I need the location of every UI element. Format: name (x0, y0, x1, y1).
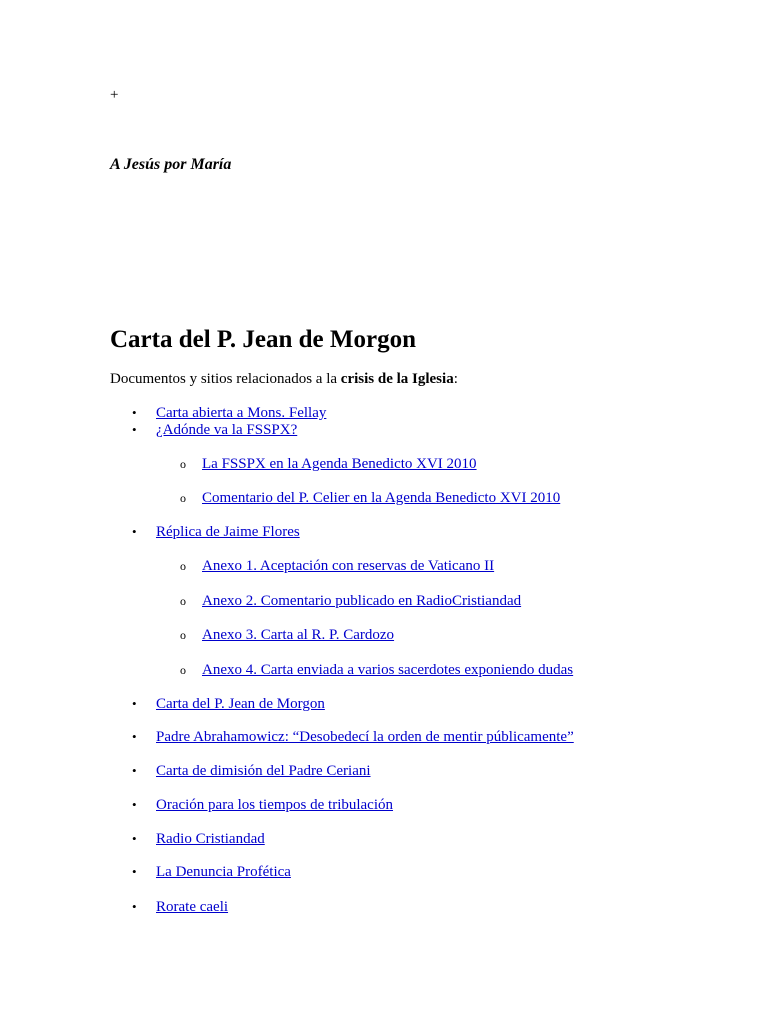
cross-symbol: + (110, 87, 119, 103)
bullet-disc-icon: • (132, 422, 137, 437)
bullet-circle-icon: o (180, 491, 186, 505)
motto-heading: A Jesús por María (110, 156, 232, 173)
link-oracion-tribulacion[interactable]: Oración para los tiempos de tribulación (156, 797, 394, 813)
list-item (156, 898, 228, 916)
link-anexo-1[interactable]: Anexo 1. Aceptación con reservas de Vaticano II (202, 558, 495, 574)
bullet-disc-icon: • (132, 864, 137, 879)
list-item (156, 796, 393, 814)
link-adonde-va-fsspx[interactable]: ¿Adónde va la FSSPX? (156, 422, 298, 438)
list-item (156, 404, 326, 422)
intro-bold-text: crisis de la Iglesia (340, 371, 454, 387)
link-comentario-celier[interactable]: Comentario del P. Celier en la Agenda Benedicto XVI 2010 (202, 490, 561, 506)
link-replica-jaime-flores[interactable]: Réplica de Jaime Flores (156, 524, 300, 540)
bullet-circle-icon: o (180, 628, 186, 642)
link-rorate-caeli[interactable]: Rorate caeli (156, 899, 229, 915)
list-item (156, 863, 291, 881)
bullet-disc-icon: • (132, 797, 137, 812)
link-anexo-2[interactable]: Anexo 2. Comentario publicado en RadioCristiandad (202, 593, 522, 609)
bullet-circle-icon: o (180, 594, 186, 608)
list-item (156, 421, 297, 439)
link-anexo-4[interactable]: Anexo 4. Carta enviada a varios sacerdotes exponiendo dudas (202, 662, 574, 678)
link-radio-cristiandad[interactable]: Radio Cristiandad (156, 831, 265, 847)
bullet-circle-icon: o (180, 559, 186, 573)
link-dimision-ceriani[interactable]: Carta de dimisión del Padre Ceriani (156, 763, 371, 779)
link-carta-abierta-fellay[interactable]: Carta abierta a Mons. Fellay (156, 405, 327, 421)
list-item (202, 592, 521, 610)
intro-paragraph (110, 370, 458, 388)
list-item (202, 661, 573, 679)
bullet-circle-icon: o (180, 663, 186, 677)
link-carta-jean-de-morgon[interactable]: Carta del P. Jean de Morgon (156, 696, 325, 712)
bullet-disc-icon: • (132, 405, 137, 420)
intro-text: Documentos y sitios relacionados a la (110, 371, 341, 387)
bullet-disc-icon: • (132, 899, 137, 914)
bullet-disc-icon: • (132, 524, 137, 539)
link-anexo-3[interactable]: Anexo 3. Carta al R. P. Cardozo (202, 627, 395, 643)
list-item (202, 455, 477, 473)
list-item (156, 762, 371, 780)
list-item (202, 489, 560, 507)
list-item (156, 830, 265, 848)
bullet-circle-icon: o (180, 457, 186, 471)
bullet-disc-icon: • (132, 696, 137, 711)
page-title: Carta del P. Jean de Morgon (110, 326, 416, 353)
list-item (156, 695, 325, 713)
link-denuncia-profetica[interactable]: La Denuncia Profética (156, 864, 291, 880)
bullet-disc-icon: • (132, 729, 137, 744)
list-item (202, 626, 394, 644)
bullet-disc-icon: • (132, 763, 137, 778)
link-fsspx-agenda-2010[interactable]: La FSSPX en la Agenda Benedicto XVI 2010 (202, 456, 477, 472)
list-item (202, 557, 494, 575)
list-item (156, 523, 300, 541)
intro-colon: : (453, 371, 458, 387)
list-item (156, 728, 574, 746)
link-padre-abrahamowicz[interactable]: Padre Abrahamowicz: “Desobedecí la orden de mentir públicamente” (156, 729, 574, 745)
bullet-disc-icon: • (132, 831, 137, 846)
